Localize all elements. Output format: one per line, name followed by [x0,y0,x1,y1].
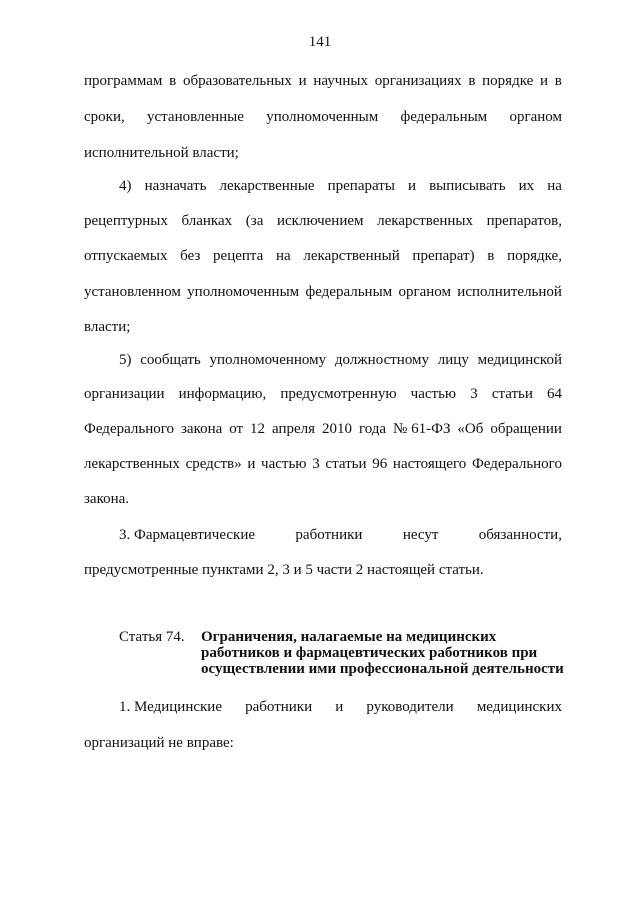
word: препаратов, [486,213,562,229]
word: 3 [312,456,320,472]
word: и [540,73,549,89]
word: медицинской [477,352,562,368]
body-line [119,526,562,544]
word: рецептурных [84,213,168,229]
body-line [119,177,562,195]
word: лекарственных [377,213,473,229]
body-line [84,247,562,265]
word: № 61-ФЗ [393,421,451,437]
word: и [298,73,307,89]
word: уполномоченному [209,352,327,368]
body-line [84,420,562,438]
word: федеральным [400,109,488,125]
word: и [247,456,256,472]
word: Федерального [84,421,175,437]
word: установленные [147,109,244,125]
word: отпускаемых [84,248,168,264]
word: исполнительной [457,284,562,300]
word: организации [84,386,165,402]
article-title-line-1: Ограничения, налагаемые на медицинских [201,629,497,645]
word: предусмотренную [280,386,397,402]
word: лицу [437,352,469,368]
word: назначать [144,178,207,194]
word: рецепта [213,248,264,264]
word: порядке [482,73,534,89]
body-line [84,212,562,230]
word: настоящего [392,456,467,472]
word: исключением [277,213,364,229]
word: на [547,178,562,194]
word: работники [295,527,363,543]
page-number: 141 [308,34,332,50]
word: 4) [119,178,132,194]
body-line: закона. [84,491,130,507]
body-line [84,108,562,126]
word: без [180,248,201,264]
word: года [358,421,387,437]
body-line [84,283,562,301]
article-label: Статья 74. [119,629,185,645]
word: 2010 [321,421,352,437]
word: порядке, [507,248,562,264]
word: 5) [119,352,132,368]
word: на [276,248,291,264]
word: уполномоченным [187,284,300,300]
word: в [468,73,476,89]
word: информацию, [178,386,267,402]
word: и [335,699,344,715]
word: бланках [181,213,233,229]
body-line [84,385,562,403]
word: апреля [272,421,316,437]
word: несут [402,527,439,543]
word: организациях [374,73,462,89]
body-line: власти; [84,319,131,335]
body-line [84,455,562,473]
word: медицинских [476,699,562,715]
word: статьи [491,386,533,402]
word: обращении [490,421,562,437]
body-line [119,698,562,716]
article-title-line-2: работников и фармацевтических работников при [201,645,538,661]
word: 64 [547,386,562,402]
word: программам [84,73,163,89]
word: сроки, [84,109,125,125]
word: 3. Фармацевтические [119,527,256,543]
word: федеральным [305,284,393,300]
word: органом [509,109,562,125]
word: препарат) [412,248,475,264]
word: сообщать [140,352,201,368]
word: работники [245,699,313,715]
word: от [229,421,244,437]
word: частью [410,386,457,402]
word: выписывать [429,178,506,194]
word: образовательных [182,73,292,89]
word: их [518,178,535,194]
word: закона [180,421,223,437]
word: научных [313,73,368,89]
word: Федерального [471,456,562,472]
word: лекарственный [303,248,400,264]
word: и [407,178,416,194]
body-line [84,72,562,90]
word: 96 [372,456,388,472]
word: установленном [84,284,181,300]
body-line [119,351,562,369]
word: органом [398,284,451,300]
word: должностному [334,352,430,368]
word: (за [245,213,264,229]
word: частью [261,456,307,472]
word: средств» [185,456,242,472]
body-line: предусмотренные пунктами 2, 3 и 5 части 2 настоящей статьи. [84,562,484,578]
article-title-line-3: осуществлении ими профессиональной деятельности [201,661,564,677]
word: препараты [327,178,395,194]
word: руководители [366,699,454,715]
word: 1. Медицинские [119,699,222,715]
body-line: организаций не вправе: [84,735,234,751]
word: 12 [250,421,266,437]
word: 3 [470,386,478,402]
body-line: исполнительной власти; [84,145,239,161]
word: в [554,73,562,89]
word: в [487,248,495,264]
word: «Об [457,421,484,437]
word: лекарственные [219,178,315,194]
word: в [169,73,177,89]
word: обязанности, [478,527,562,543]
word: статьи [325,456,367,472]
word: уполномоченным [266,109,379,125]
word: лекарственных [84,456,180,472]
